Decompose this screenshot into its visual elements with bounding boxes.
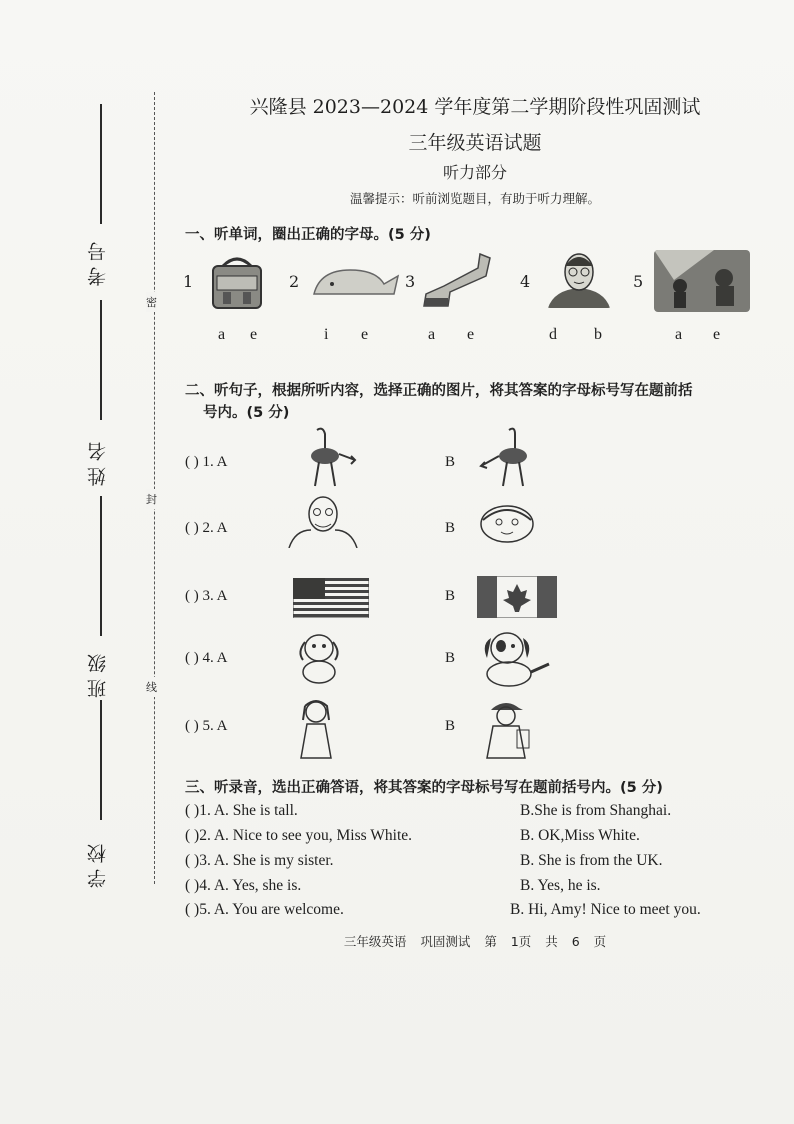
s3-q4[interactable]: ( )4. A. Yes, she is. xyxy=(185,877,302,894)
s3-q3-b[interactable]: B. She is from the UK. xyxy=(520,852,663,869)
s1-opt-1a[interactable]: a xyxy=(218,326,226,343)
s2-q5-label[interactable]: ( ) 5. A xyxy=(185,718,228,734)
leg-icon xyxy=(420,250,496,310)
s1-num-3: 3 xyxy=(405,272,416,291)
s3-q3[interactable]: ( )3. A. She is my sister. xyxy=(185,852,334,869)
s2-question-3 xyxy=(185,574,745,624)
s2-question-1 xyxy=(185,440,745,490)
monkeys-icon xyxy=(654,250,750,312)
s2-q3-label[interactable]: ( ) 3. A xyxy=(185,588,228,604)
s1-num-4: 4 xyxy=(520,272,531,291)
s3-q2[interactable]: ( )2. A. Nice to see you, Miss White. xyxy=(185,827,413,844)
s2-q4-label[interactable]: ( ) 4. A xyxy=(185,650,228,666)
tip-text: 温馨提示：听前浏览题目，有助于听力理解。 xyxy=(349,191,600,206)
exam-no-label: 考号 xyxy=(87,236,109,286)
class-line xyxy=(100,496,102,636)
exam-title: 兴隆县 2023—2024 学年度第二学期阶段性巩固测试 xyxy=(249,96,701,118)
exam-no-line xyxy=(100,104,102,224)
s2-q3-b: B xyxy=(445,588,456,604)
s1-opt-1b[interactable]: e xyxy=(250,326,258,343)
s1-opt-4b[interactable]: b xyxy=(594,326,602,343)
puppy-icon xyxy=(289,630,349,686)
canada-flag-icon xyxy=(477,576,557,618)
s1-num-2: 2 xyxy=(289,272,300,291)
name-line xyxy=(100,300,102,420)
exam-subtitle: 三年级英语试题 xyxy=(408,132,542,154)
s3-q2-b[interactable]: B. OK,Miss White. xyxy=(520,827,640,844)
name-label: 姓名 xyxy=(87,436,109,486)
s1-opt-4a[interactable]: d xyxy=(549,326,557,343)
boy-icon xyxy=(479,698,533,760)
man-face-icon xyxy=(285,494,361,548)
s1-opt-2b[interactable]: e xyxy=(361,326,369,343)
s3-q5[interactable]: ( )5. A. You are welcome. xyxy=(185,901,344,918)
class-label: 班级 xyxy=(87,648,109,698)
s1-opt-2a[interactable]: i xyxy=(324,326,329,343)
woman-face-icon xyxy=(477,502,537,546)
s2-q5-b: B xyxy=(445,718,456,734)
school-label: 学校 xyxy=(87,838,109,888)
binding-char-mi: 密 xyxy=(146,292,157,312)
bird-pointing-left-icon xyxy=(295,426,357,490)
section2-heading-line1: 二、听句子，根据所听内容，选择正确的图片，将其答案的字母标号写在题前括 xyxy=(185,383,693,399)
section2-heading-line2: 号内。(5 分) xyxy=(203,405,290,421)
s2-q1-label[interactable]: ( ) 1. A xyxy=(185,454,228,470)
man-icon xyxy=(546,250,612,308)
s2-q1-b: B xyxy=(445,454,456,470)
girl-icon xyxy=(293,698,339,760)
dog-icon xyxy=(477,628,553,690)
s1-opt-5a[interactable]: a xyxy=(675,326,683,343)
bag-icon xyxy=(205,250,269,312)
part-title: 听力部分 xyxy=(442,163,507,182)
whale-icon xyxy=(310,264,400,304)
section1-heading: 一、听单词，圈出正确的字母。(5 分) xyxy=(185,227,431,243)
s1-opt-3b[interactable]: e xyxy=(467,326,475,343)
s2-question-2 xyxy=(185,506,745,556)
binding-char-feng: 封 xyxy=(146,489,157,509)
usa-flag-icon xyxy=(293,578,369,618)
s2-q4-b: B xyxy=(445,650,456,666)
s2-question-4 xyxy=(185,636,745,686)
school-line xyxy=(100,700,102,820)
binding-char-xian: 线 xyxy=(146,677,157,697)
s1-num-5: 5 xyxy=(633,272,644,291)
s3-q4-b[interactable]: B. Yes, he is. xyxy=(520,877,601,894)
section3-heading: 三、听录音，选出正确答语，将其答案的字母标号写在题前括号内。(5 分) xyxy=(185,780,663,796)
s3-q5-b[interactable]: B. Hi, Amy! Nice to meet you. xyxy=(510,901,701,918)
s2-question-5 xyxy=(185,704,745,754)
s3-q1[interactable]: ( )1. A. She is tall. xyxy=(185,802,298,819)
s2-q2-b: B xyxy=(445,520,456,536)
s1-num-1: 1 xyxy=(183,272,194,291)
bird-pointing-right-icon xyxy=(475,426,537,490)
s1-opt-5b[interactable]: e xyxy=(713,326,721,343)
s2-q2-label[interactable]: ( ) 2. A xyxy=(185,520,228,536)
page-footer: 三年级英语 巩固测试 第 1页 共 6 页 xyxy=(343,934,607,949)
s3-q1-b[interactable]: B.She is from Shanghai. xyxy=(520,802,672,819)
binding-dashed-line xyxy=(154,92,155,884)
s1-opt-3a[interactable]: a xyxy=(428,326,436,343)
